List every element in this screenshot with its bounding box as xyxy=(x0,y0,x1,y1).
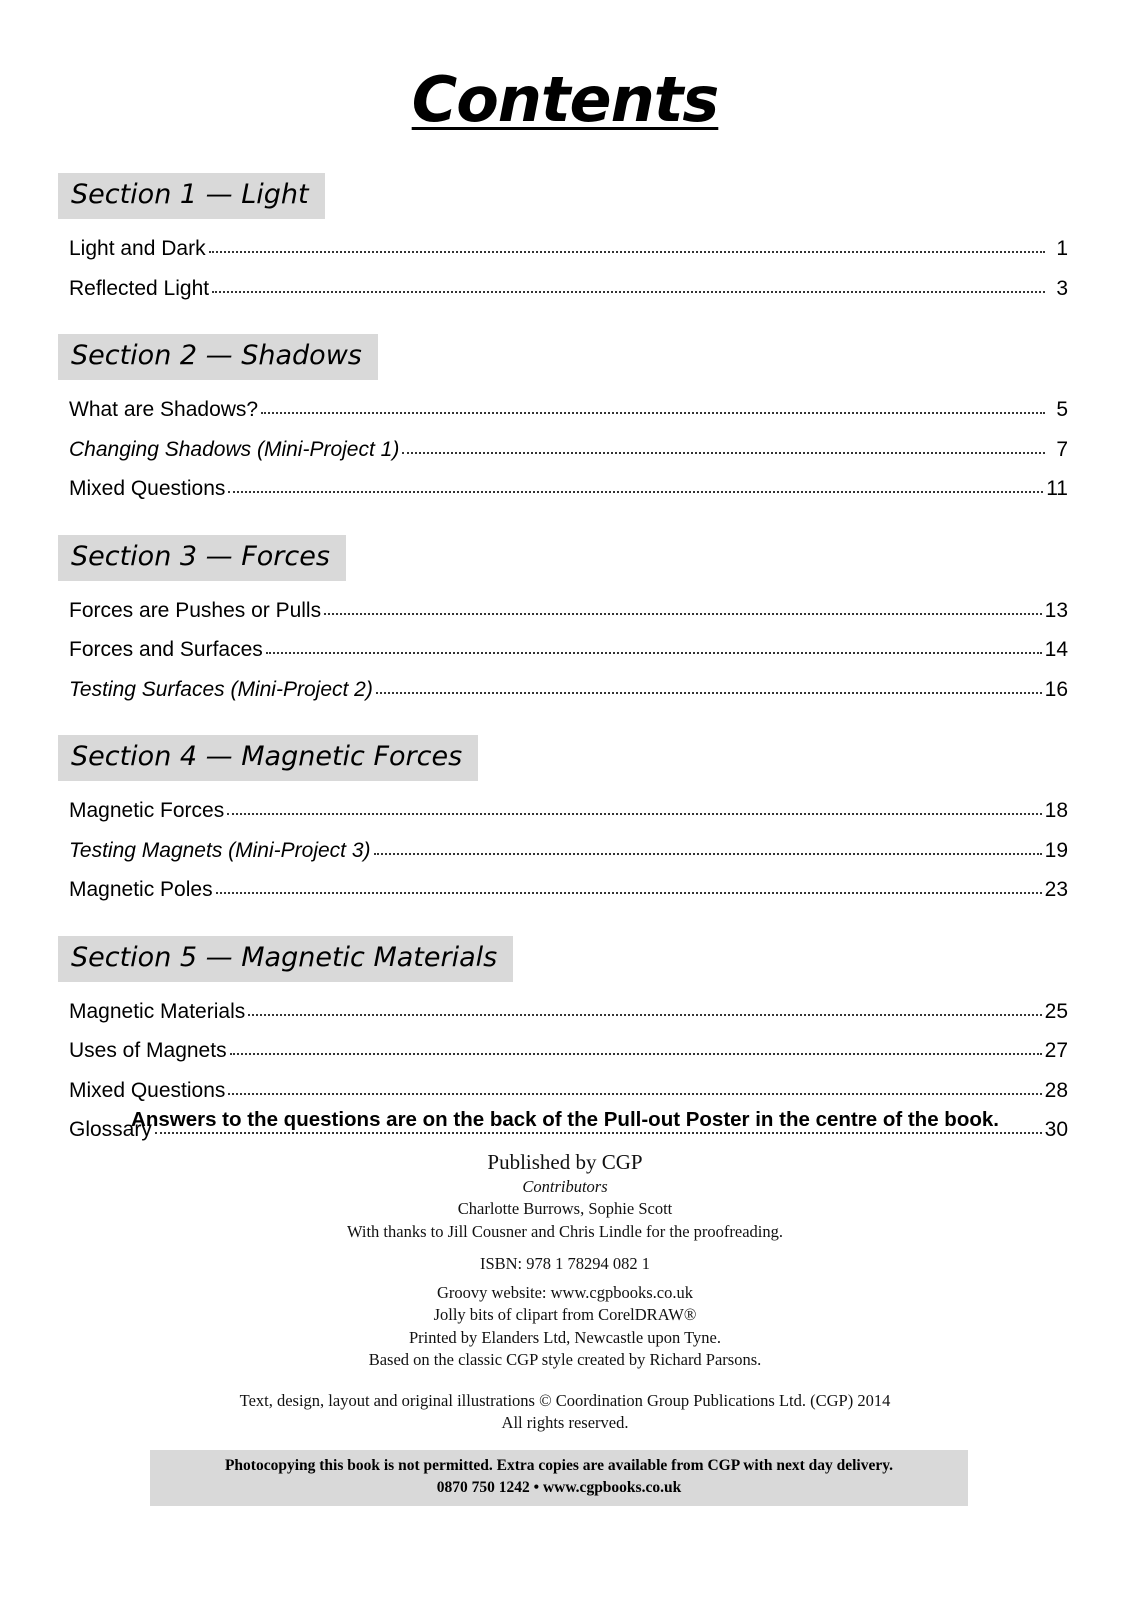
entry-label: Testing Surfaces (Mini-Project 2) xyxy=(69,677,373,701)
contents-entry xyxy=(58,469,1068,509)
dot-leader xyxy=(228,490,1043,493)
contents-entry xyxy=(58,390,1068,430)
entry-page-number: 18 xyxy=(1044,799,1068,822)
thanks-line: With thanks to Jill Cousner and Chris Lindle for the proofreading. xyxy=(346,1221,784,1241)
website: Groovy website: www.cgpbooks.co.uk xyxy=(436,1282,694,1302)
dot-leader xyxy=(374,852,1042,855)
entry-label: Magnetic Materials xyxy=(69,999,246,1023)
entry-label: Light and Dark xyxy=(69,237,206,260)
entry-page-number: 11 xyxy=(1046,477,1068,500)
isbn: ISBN: 978 1 78294 082 1 xyxy=(479,1254,651,1273)
entry-page-number: 3 xyxy=(1056,276,1068,300)
entry-page-number: 7 xyxy=(1056,437,1068,461)
entry-label: What are Shadows? xyxy=(69,398,259,421)
entry-page-number: 28 xyxy=(1044,1078,1068,1102)
photocopy-notice-line1: Photocopying this book is not permitted. Extra copies are available from CGP with next day delivery. xyxy=(224,1457,894,1474)
entry-label: Magnetic Forces xyxy=(69,799,225,822)
dot-leader xyxy=(230,1052,1042,1055)
printer: Printed by Elanders Ltd, Newcastle upon Tyne. xyxy=(409,1327,721,1347)
photocopy-notice xyxy=(150,1450,968,1506)
dot-leader xyxy=(216,891,1042,894)
dot-leader xyxy=(266,651,1042,654)
contents-entry xyxy=(58,870,1068,910)
section-heading: Section 4 — Magnetic Forces xyxy=(58,735,478,781)
entry-label: Reflected Light xyxy=(69,276,210,300)
dot-leader xyxy=(212,290,1045,293)
section-3 xyxy=(58,535,1068,710)
dot-leader xyxy=(227,812,1041,815)
page-title-text: Contents xyxy=(411,63,719,136)
entry-label: Testing Magnets (Mini-Project 3) xyxy=(69,838,371,862)
entry-page-number: 5 xyxy=(1056,398,1068,421)
section-heading: Section 3 — Forces xyxy=(58,535,346,581)
section-2 xyxy=(58,334,1068,509)
contents-entry xyxy=(58,1031,1068,1071)
entry-page-number: 19 xyxy=(1044,838,1068,862)
entry-page-number: 14 xyxy=(1044,638,1068,661)
contents-entry xyxy=(58,269,1068,309)
section-4 xyxy=(58,735,1068,910)
dot-leader xyxy=(209,250,1045,253)
contents-entry xyxy=(58,1071,1068,1111)
contents-entry xyxy=(58,791,1068,831)
entry-page-number: 27 xyxy=(1044,1039,1068,1062)
contents-entry xyxy=(58,670,1068,710)
entry-page-number: 30 xyxy=(1044,1118,1068,1141)
entry-label: Mixed Questions xyxy=(69,1078,226,1102)
entry-page-number: 23 xyxy=(1044,878,1068,901)
credits-block xyxy=(0,1148,1130,1435)
copyright: Text, design, layout and original illustrations © Coordination Group Publications Ltd. (CGP) 2014 xyxy=(239,1390,891,1410)
contents-entry xyxy=(58,229,1068,269)
entry-page-number: 13 xyxy=(1044,598,1068,622)
section-heading: Section 2 — Shadows xyxy=(58,334,378,380)
contents-entry xyxy=(58,430,1068,470)
sections-list xyxy=(58,173,1068,1176)
contributors-label: Contributors xyxy=(522,1177,608,1196)
entry-page-number: 25 xyxy=(1044,999,1068,1023)
dot-leader xyxy=(248,1013,1041,1016)
contents-entry xyxy=(58,591,1068,631)
entry-label: Changing Shadows (Mini-Project 1) xyxy=(69,437,400,461)
based-on: Based on the classic CGP style created by Richard Parsons. xyxy=(368,1350,762,1369)
section-heading: Section 1 — Light xyxy=(58,173,325,219)
dot-leader xyxy=(402,451,1045,454)
photocopy-notice-line2: 0870 750 1242 • www.cgpbooks.co.uk xyxy=(436,1479,682,1496)
contents-entry xyxy=(58,831,1068,871)
contributors: Charlotte Burrows, Sophie Scott xyxy=(457,1199,673,1218)
entry-label: Uses of Magnets xyxy=(69,1039,227,1062)
entry-label: Magnetic Poles xyxy=(69,878,213,901)
entry-label: Glossary xyxy=(69,1118,152,1141)
page-title xyxy=(0,63,1130,136)
dot-leader xyxy=(376,691,1042,694)
section-heading: Section 5 — Magnetic Materials xyxy=(58,936,513,982)
entry-label: Mixed Questions xyxy=(69,477,226,500)
dot-leader xyxy=(324,612,1042,615)
entry-page-number: 16 xyxy=(1044,677,1068,701)
entry-label: Forces are Pushes or Pulls xyxy=(69,598,322,622)
entry-page-number: 1 xyxy=(1056,237,1068,260)
dot-leader xyxy=(228,1092,1041,1095)
rights: All rights reserved. xyxy=(501,1413,629,1432)
contents-entry xyxy=(58,630,1068,670)
contents-entry xyxy=(58,992,1068,1032)
section-1 xyxy=(58,173,1068,308)
published-by: Published by CGP xyxy=(487,1150,643,1174)
dot-leader xyxy=(261,411,1045,414)
answers-note: Answers to the questions are on the back of the Pull-out Poster in the centre of the book. xyxy=(131,1108,999,1131)
entry-label: Forces and Surfaces xyxy=(69,638,263,661)
clipart-credit: Jolly bits of clipart from CorelDRAW® xyxy=(433,1305,697,1324)
